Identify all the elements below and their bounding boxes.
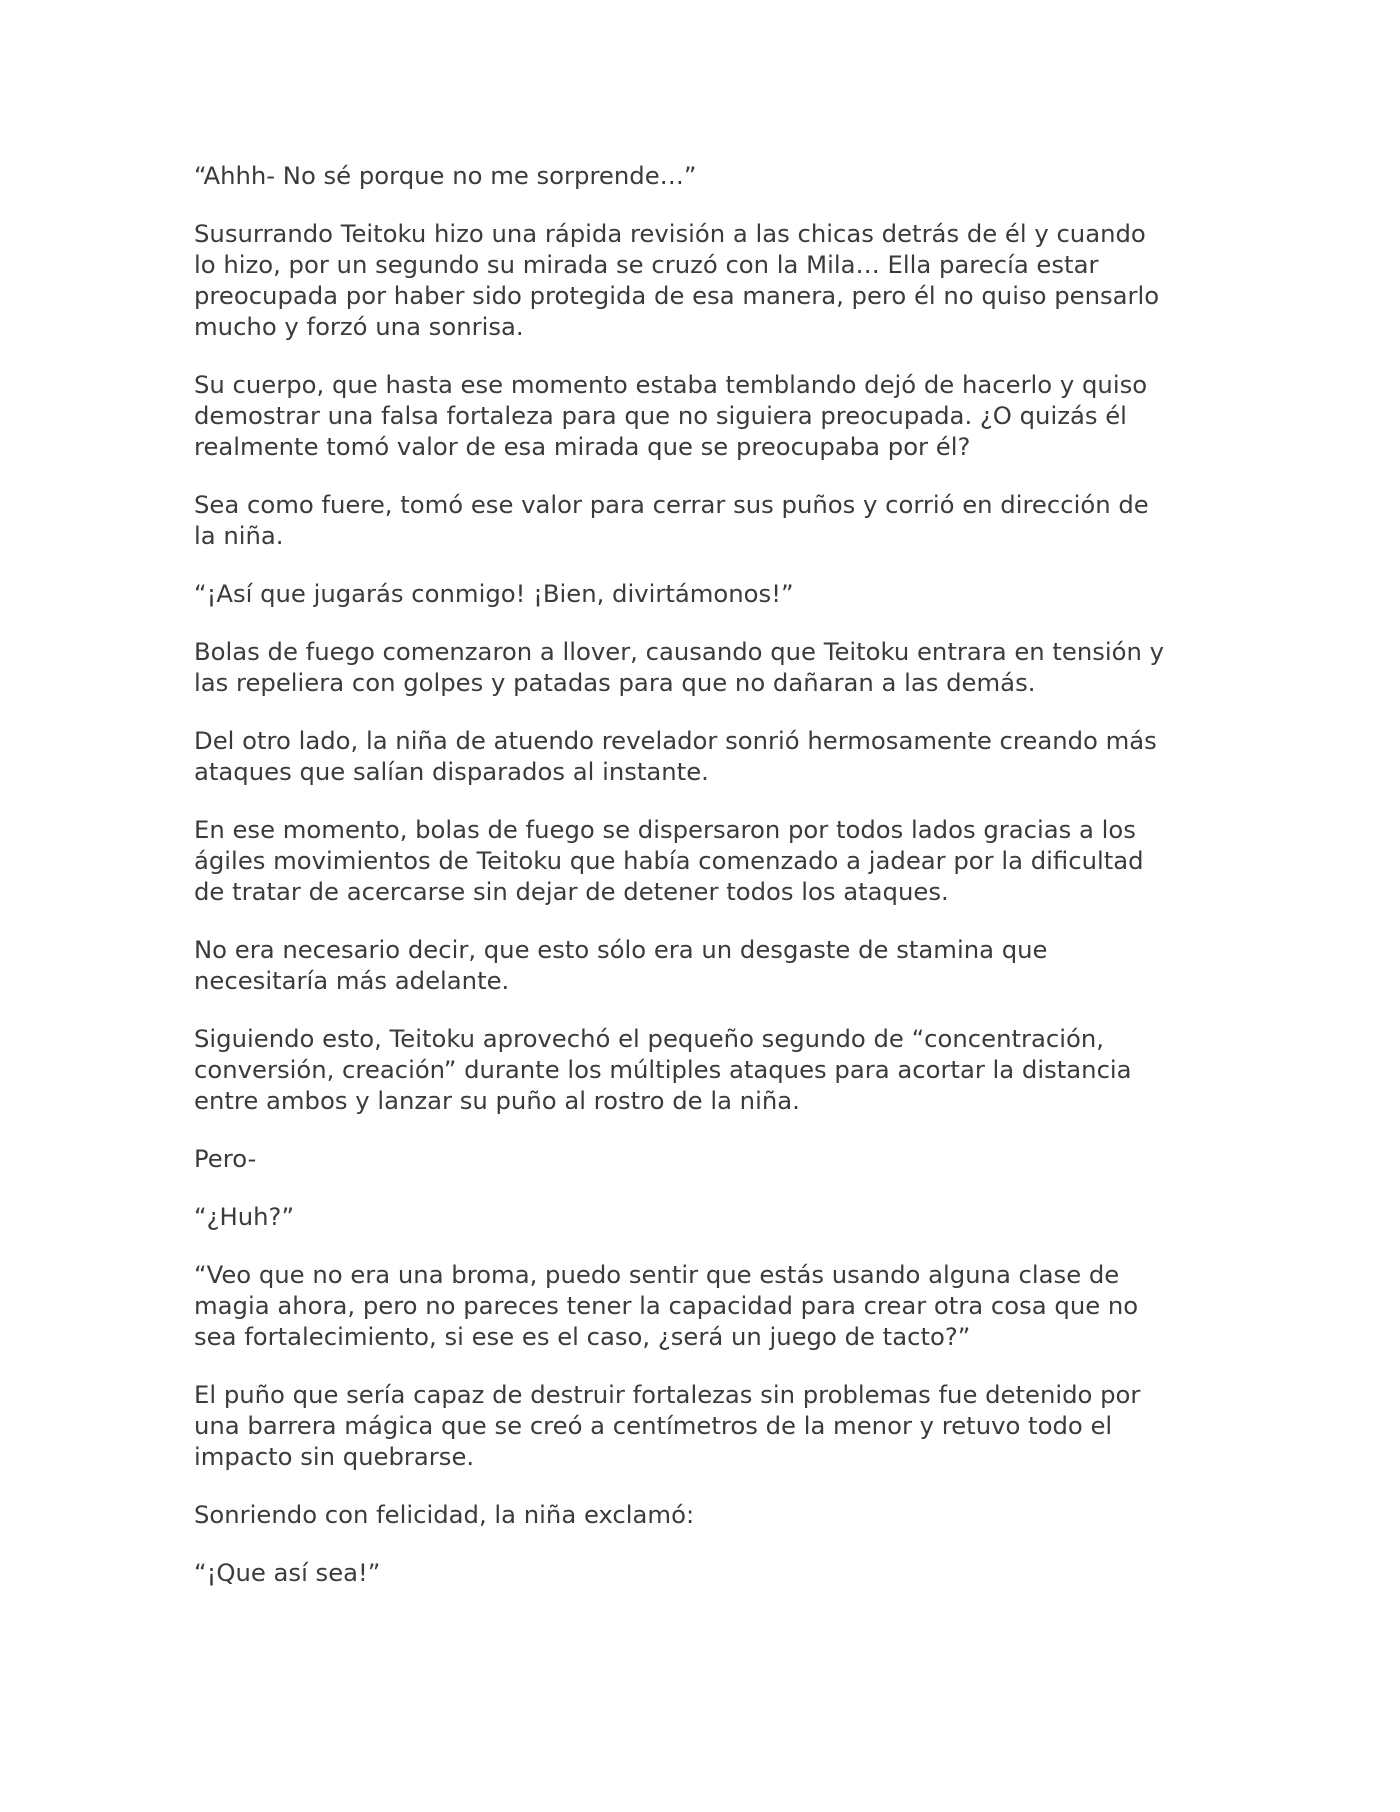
text-line: una barrera mágica que se creó a centímetros de la menor y retuvo todo el xyxy=(194,1411,1113,1440)
paragraph xyxy=(194,1259,1224,1352)
text-line: Siguiendo esto, Teitoku aprovechó el pequeño segundo de “concentración, xyxy=(194,1024,1105,1053)
text-line: mucho y forzó una sonrisa. xyxy=(194,312,524,341)
text-line: la niña. xyxy=(194,521,284,550)
paragraph xyxy=(194,369,1224,462)
text-line: magia ahora, pero no pareces tener la capacidad para crear otra cosa que no xyxy=(194,1291,1139,1320)
text-line: Susurrando Teitoku hizo una rápida revisión a las chicas detrás de él y cuando xyxy=(194,219,1146,248)
text-line: Bolas de fuego comenzaron a llover, causando que Teitoku entrara en tensión y xyxy=(194,637,1165,666)
text-line: necesitaría más adelante. xyxy=(194,966,510,995)
text-line: Su cuerpo, que hasta ese momento estaba temblando dejó de hacerlo y quiso xyxy=(194,370,1148,399)
paragraph xyxy=(194,1143,1224,1174)
text-line: ataques que salían disparados al instante. xyxy=(194,757,709,786)
text-line: preocupada por haber sido protegida de esa manera, pero él no quiso pensarlo xyxy=(194,281,1160,310)
text-line: impacto sin quebrarse. xyxy=(194,1442,475,1471)
text-line: Pero- xyxy=(194,1144,257,1173)
text-line: Sea como fuere, tomó ese valor para cerrar sus puños y corrió en dirección de xyxy=(194,490,1149,519)
text-line: El puño que sería capaz de destruir fortalezas sin problemas fue detenido por xyxy=(194,1380,1141,1409)
text-line: En ese momento, bolas de fuego se dispersaron por todos lados gracias a los xyxy=(194,815,1136,844)
text-line: “¡Que así sea!” xyxy=(194,1558,381,1587)
text-line: realmente tomó valor de esa mirada que se preocupaba por él? xyxy=(194,432,971,461)
paragraph xyxy=(194,1023,1224,1116)
paragraph xyxy=(194,1379,1224,1472)
text-line: conversión, creación” durante los múltiples ataques para acortar la distancia xyxy=(194,1055,1132,1084)
paragraph xyxy=(194,934,1224,996)
text-line: entre ambos y lanzar su puño al rostro de la niña. xyxy=(194,1086,800,1115)
text-line: “Ahhh- No sé porque no me sorprende…” xyxy=(194,161,697,190)
paragraph xyxy=(194,489,1224,551)
text-line: ágiles movimientos de Teitoku que había comenzado a jadear por la dificultad xyxy=(194,846,1144,875)
text-line: “¿Huh?” xyxy=(194,1202,295,1231)
paragraph xyxy=(194,1201,1224,1232)
text-line: las repeliera con golpes y patadas para que no dañaran a las demás. xyxy=(194,668,1036,697)
text-line: Sonriendo con felicidad, la niña exclamó: xyxy=(194,1500,695,1529)
text-line: sea fortalecimiento, si ese es el caso, ¿será un juego de tacto?” xyxy=(194,1322,971,1351)
paragraph xyxy=(194,725,1224,787)
text-line: No era necesario decir, que esto sólo era un desgaste de stamina que xyxy=(194,935,1048,964)
text-line: “Veo que no era una broma, puedo sentir que estás usando alguna clase de xyxy=(194,1260,1120,1289)
document-body xyxy=(194,160,1224,1615)
text-line: demostrar una falsa fortaleza para que no siguiera preocupada. ¿O quizás él xyxy=(194,401,1127,430)
paragraph xyxy=(194,1499,1224,1530)
text-line: lo hizo, por un segundo su mirada se cruzó con la Mila… Ella parecía estar xyxy=(194,250,1099,279)
text-line: “¡Así que jugarás conmigo! ¡Bien, divirtámonos!” xyxy=(194,579,794,608)
paragraph xyxy=(194,814,1224,907)
text-line: Del otro lado, la niña de atuendo revelador sonrió hermosamente creando más xyxy=(194,726,1157,755)
paragraph xyxy=(194,636,1224,698)
paragraph xyxy=(194,218,1224,342)
paragraph xyxy=(194,160,1224,191)
paragraph xyxy=(194,1557,1224,1588)
paragraph xyxy=(194,578,1224,609)
text-line: de tratar de acercarse sin dejar de detener todos los ataques. xyxy=(194,877,949,906)
